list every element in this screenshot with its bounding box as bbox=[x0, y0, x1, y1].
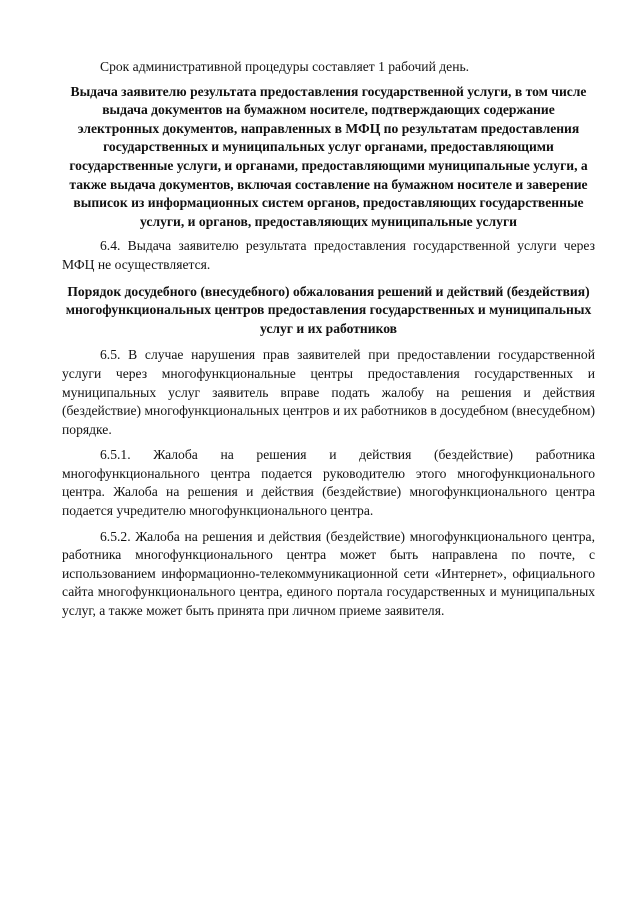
paragraph-6-4: 6.4. Выдача заявителю результата предоставления государственной услуги через МФЦ не осуществляется. bbox=[62, 238, 595, 272]
paragraph-6-5-1: 6.5.1. Жалоба на решения и действия (бездействие) работника многофункционального центра подается руководителю этого многофункционального центра. Жалоба на решения и действия (бездействие) многофункционального центра подается учредителю многофункционального центра. bbox=[62, 447, 595, 519]
section-heading-appeal: Порядок досудебного (внесудебного) обжалования решений и действий (бездействия) многофункциональных центров предоставления государственных и муниципальных услуг и их работников bbox=[65, 283, 592, 336]
paragraph-6-5-2: 6.5.2. Жалоба на решения и действия (бездействие) многофункционального центра, работника многофункционального центра может быть направлена по почте, с использованием информационно-телекоммуникационной сети «Интернет», официального сайта многофункционального центра, единого портала государственных и муниципальных услуг, а также может быть принята при личном приеме заявителя. bbox=[62, 528, 595, 619]
document-body bbox=[62, 58, 595, 621]
paragraph-deadline: Срок административной процедуры составляет 1 рабочий день. bbox=[100, 59, 470, 74]
section-heading-issue: Выдача заявителю результата предоставления государственной услуги, в том числе выдача документов на бумажном носителе, подтверждающих содержание электронных документов, направленных в МФЦ по результатам предоставления государственных и муниципальных услуг органами, предоставляющими государственные услуги, и органами, предоставляющими муниципальные услуги, а также выдача документов, включая составление на бумажном носителе и заверение выписок из информационных систем органов, предоставляющих государственные услуги, и органов, предоставляющих муниципальные услуги bbox=[69, 83, 588, 229]
paragraph-6-5: 6.5. В случае нарушения прав заявителей при предоставлении государственной услуги через многофункциональные центры предоставления государственных и муниципальных услуг заявитель вправе подать жалобу на решения и действия (бездействие) многофункциональных центров и их работников в досудебном (внесудебном) порядке. bbox=[62, 347, 595, 437]
